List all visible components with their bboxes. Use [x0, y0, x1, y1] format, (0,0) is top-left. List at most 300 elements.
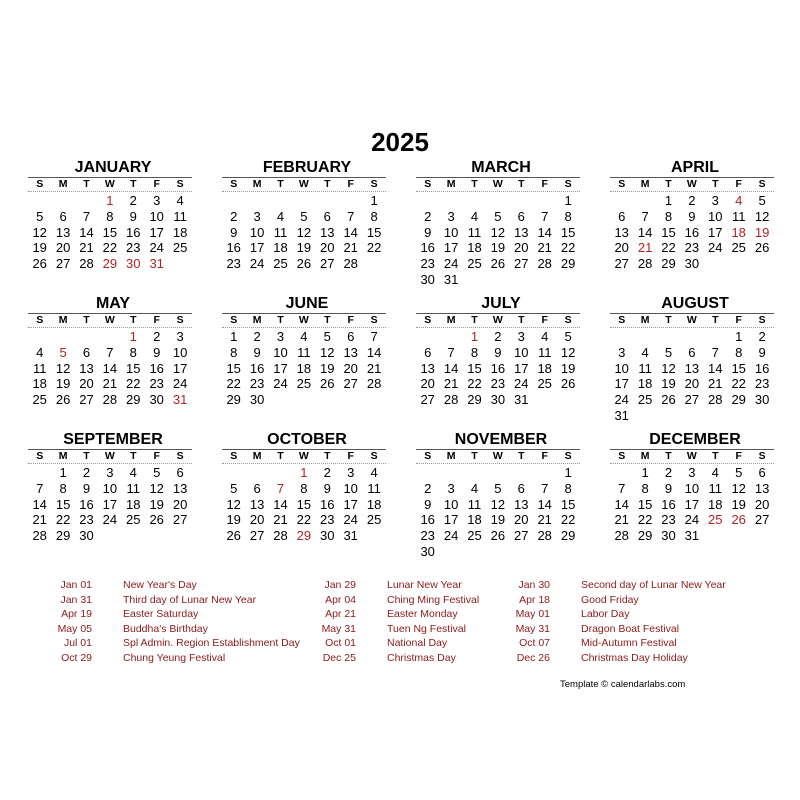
weekday-label: W	[686, 314, 697, 326]
calendar-day: 22	[55, 512, 71, 528]
calendar-day: 23	[320, 512, 335, 528]
calendar-day: 7	[711, 344, 719, 360]
calendar-day: 19	[661, 376, 676, 392]
calendar-day: 25	[467, 528, 482, 544]
calendar-day: 18	[296, 360, 312, 376]
calendar-day: 6	[758, 465, 766, 480]
calendar-day: 14	[32, 496, 47, 512]
month-name: AUGUST	[661, 295, 729, 312]
calendar-day: 5	[664, 344, 673, 360]
calendar-day: 2	[230, 208, 238, 224]
calendar-day: 28	[102, 392, 118, 408]
calendar-day: 17	[614, 376, 629, 392]
calendar-day: 10	[514, 344, 529, 360]
calendar-day: 24	[614, 392, 629, 408]
weekday-label: S	[176, 314, 184, 326]
calendar-day: 4	[470, 480, 479, 496]
calendar-day: 4	[370, 465, 378, 480]
calendar-day: 24	[514, 376, 529, 392]
calendar-day: 30	[420, 544, 435, 559]
calendar-day: 30	[320, 528, 335, 544]
calendar-day: 16	[420, 512, 435, 528]
calendar-day: 3	[711, 193, 719, 208]
calendar-day: 4	[129, 465, 137, 480]
calendar-day: 4	[541, 329, 549, 344]
calendar-day: 5	[323, 329, 331, 344]
calendar-day: 9	[688, 208, 696, 224]
month-january	[28, 159, 192, 289]
calendar-day: 8	[641, 480, 649, 496]
calendar-day: 27	[249, 528, 265, 544]
calendar-day: 23	[149, 376, 164, 392]
calendar-day: 10	[149, 208, 164, 224]
holiday-date: Oct 29	[61, 652, 92, 664]
calendar-day: 14	[708, 360, 723, 376]
calendar-day: 25	[126, 512, 141, 528]
calendar-day: 29	[226, 392, 241, 408]
calendar-day: 21	[537, 512, 552, 528]
calendar-day: 26	[490, 528, 506, 544]
calendar-day: 12	[32, 224, 47, 240]
month-october	[222, 431, 386, 561]
calendar-day: 8	[230, 344, 238, 360]
calendar-day: 13	[249, 496, 265, 512]
calendar-day: 17	[102, 496, 118, 512]
weekday-label: T	[712, 178, 719, 190]
calendar-day: 11	[126, 480, 141, 496]
calendar-day: 14	[366, 344, 382, 360]
calendar-day: 22	[731, 376, 746, 392]
holiday-day: 18	[731, 224, 746, 240]
calendar-day: 11	[32, 360, 47, 376]
weekday-label: W	[298, 450, 309, 462]
calendar-day: 12	[55, 360, 71, 376]
calendar-day: 27	[514, 528, 529, 544]
calendar-day: 19	[55, 376, 71, 392]
calendar-day: 20	[172, 496, 188, 512]
calendar-day: 31	[343, 528, 358, 544]
calendar-day: 22	[637, 512, 653, 528]
calendar-day: 15	[226, 360, 241, 376]
weekday-label: F	[347, 450, 354, 462]
calendar-day: 25	[637, 392, 653, 408]
calendar-day: 24	[273, 376, 288, 392]
calendar-day: 16	[754, 360, 770, 376]
calendar-day: 9	[424, 496, 432, 512]
weekday-label: F	[153, 178, 160, 190]
calendar-day: 6	[347, 329, 355, 344]
calendar-day: 9	[230, 224, 238, 240]
weekday-label: S	[36, 178, 44, 190]
weekday-label: M	[58, 314, 68, 326]
weekday-label: W	[492, 450, 503, 462]
holiday-name: Labor Day	[581, 608, 630, 621]
weekday-label: M	[58, 178, 68, 190]
calendar-day: 12	[560, 344, 576, 360]
calendar-day: 10	[273, 344, 288, 360]
calendar-day: 5	[758, 193, 766, 208]
calendar-day: 20	[514, 512, 529, 528]
month-september	[28, 431, 192, 561]
calendar-day: 26	[55, 392, 71, 408]
calendar-day: 13	[55, 224, 71, 240]
calendar-day: 4	[276, 208, 285, 224]
weekday-label: S	[230, 314, 238, 326]
calendar-day: 28	[637, 256, 653, 272]
weekday-label: F	[541, 450, 548, 462]
calendar-day: 29	[467, 392, 482, 408]
calendar-day: 16	[149, 360, 164, 376]
calendar-day: 13	[320, 224, 335, 240]
calendar-day: 31	[684, 528, 700, 544]
calendar-day: 8	[664, 208, 673, 224]
weekday-label: F	[735, 314, 742, 326]
month-name: APRIL	[671, 159, 719, 176]
calendar-day: 11	[638, 360, 652, 376]
calendar-day: 1	[564, 465, 572, 480]
calendar-day: 16	[249, 360, 265, 376]
calendar-day: 26	[754, 240, 770, 256]
calendar-day: 2	[424, 480, 432, 496]
holiday-name: Third day of Lunar New Year	[123, 593, 257, 606]
calendar-day: 29	[560, 528, 576, 544]
weekday-header	[416, 177, 580, 192]
calendar-day: 7	[541, 208, 549, 224]
weekday-header	[222, 177, 386, 192]
calendar-day: 29	[731, 392, 746, 408]
calendar-day: 23	[490, 376, 506, 392]
calendar-day: 21	[343, 240, 358, 256]
calendar-day: 7	[447, 344, 455, 360]
weekday-label: M	[252, 314, 262, 326]
weekday-label: S	[564, 450, 572, 462]
calendar-day: 23	[226, 256, 241, 272]
calendar-day: 28	[366, 376, 382, 392]
calendar-day: 18	[708, 496, 723, 512]
holiday-day: 1	[129, 329, 137, 344]
calendar-day: 27	[754, 512, 770, 528]
weekday-label: T	[518, 450, 525, 462]
calendar-day: 30	[684, 256, 700, 272]
calendar-day: 20	[320, 240, 335, 256]
weekday-label: M	[58, 450, 68, 462]
calendar-day: 22	[560, 512, 576, 528]
calendar-day: 17	[149, 224, 164, 240]
calendar-day: 15	[467, 360, 482, 376]
month-august	[610, 295, 774, 425]
calendar-day: 28	[273, 528, 288, 544]
calendar-day: 23	[684, 240, 700, 256]
calendar-day: 23	[754, 376, 770, 392]
calendar-day: 18	[467, 240, 482, 256]
calendar-day: 20	[79, 376, 94, 392]
calendar-day: 18	[366, 496, 382, 512]
calendar-day: 22	[366, 240, 382, 256]
calendar-day: 30	[420, 272, 435, 287]
weekday-label: S	[758, 450, 766, 462]
weekday-label: F	[735, 450, 742, 462]
calendar-day: 28	[443, 392, 459, 408]
holiday-day: 4	[735, 193, 743, 208]
calendar-day: 21	[443, 376, 459, 392]
calendar-day: 5	[300, 208, 308, 224]
calendar-day: 31	[443, 272, 459, 287]
weekday-label: T	[665, 178, 672, 190]
calendar-day: 22	[102, 240, 118, 256]
calendar-day: 3	[176, 329, 184, 344]
calendar-day: 24	[249, 256, 265, 272]
calendar-day: 14	[637, 224, 653, 240]
calendar-day: 3	[276, 329, 285, 344]
calendar-day: 11	[273, 224, 288, 240]
calendar-day: 6	[323, 208, 331, 224]
weekday-label: S	[424, 314, 432, 326]
calendar-day: 11	[173, 208, 187, 224]
month-december	[610, 431, 774, 561]
calendar-day: 17	[443, 512, 459, 528]
holiday-date: Dec 25	[322, 652, 356, 664]
weekday-label: S	[176, 450, 184, 462]
calendar-day: 29	[55, 528, 71, 544]
calendar-day: 22	[226, 376, 241, 392]
weekday-label: W	[298, 178, 309, 190]
calendar-day: 13	[420, 360, 435, 376]
calendar-day: 9	[494, 344, 502, 360]
month-name: JANUARY	[74, 159, 152, 176]
calendar-day: 19	[731, 496, 746, 512]
weekday-label: S	[424, 450, 432, 462]
calendar-day: 24	[443, 528, 459, 544]
calendar-day: 19	[560, 360, 576, 376]
calendar-day: 17	[684, 496, 700, 512]
holiday-date: Jan 29	[324, 579, 356, 591]
calendar-day: 26	[320, 376, 335, 392]
calendar-day: 14	[614, 496, 629, 512]
calendar-day: 7	[618, 480, 626, 496]
calendar-day: 23	[420, 256, 435, 272]
calendar-day: 14	[343, 224, 358, 240]
calendar-day: 4	[470, 208, 479, 224]
calendar-day: 5	[494, 208, 502, 224]
month-june	[222, 295, 386, 425]
calendar-day: 19	[32, 240, 47, 256]
weekday-label: F	[735, 178, 742, 190]
weekday-label: T	[518, 314, 525, 326]
weekday-header	[28, 449, 192, 464]
weekday-label: T	[130, 450, 137, 462]
calendar-day: 21	[537, 240, 552, 256]
calendar-day: 8	[564, 208, 572, 224]
calendar-day: 20	[754, 496, 770, 512]
holiday-name: Ching Ming Festival	[387, 593, 480, 606]
calendar-day: 10	[102, 480, 118, 496]
calendar-day: 9	[323, 480, 331, 496]
calendar-day: 15	[637, 496, 653, 512]
calendar-day: 5	[153, 465, 161, 480]
weekday-label: S	[36, 450, 44, 462]
calendar-day: 13	[684, 360, 700, 376]
month-july	[416, 295, 580, 425]
calendar-day: 1	[564, 193, 572, 208]
calendar-day: 29	[560, 256, 576, 272]
calendar-day: 28	[537, 528, 552, 544]
weekday-header	[416, 313, 580, 328]
calendar-day: 11	[297, 344, 311, 360]
holiday-name: Christmas Day Holiday	[581, 652, 688, 664]
calendar-day: 15	[296, 496, 312, 512]
calendar-day: 17	[172, 360, 188, 376]
holiday-date: May 05	[57, 622, 92, 635]
calendar-day: 11	[367, 480, 381, 496]
calendar-day: 13	[514, 224, 529, 240]
calendar-day: 30	[149, 392, 164, 408]
weekday-label: M	[446, 450, 456, 462]
holiday-day: 1	[300, 465, 308, 480]
calendar-day: 25	[172, 240, 188, 256]
calendar-day: 2	[688, 193, 696, 208]
calendar-day: 7	[641, 208, 649, 224]
holiday-day: 5	[59, 344, 67, 360]
calendar-day: 27	[420, 392, 435, 408]
calendar-day: 12	[226, 496, 241, 512]
holiday-date: Apr 19	[61, 608, 92, 621]
calendar-day: 14	[443, 360, 459, 376]
calendar-day: 6	[59, 208, 67, 224]
calendar-day: 19	[490, 240, 506, 256]
weekday-label: T	[324, 178, 331, 190]
calendar-day: 18	[32, 376, 47, 392]
calendar-day: 10	[443, 224, 459, 240]
calendar-day: 24	[149, 240, 164, 256]
calendar-day: 16	[320, 496, 335, 512]
calendar-day: 16	[79, 496, 94, 512]
calendar-day: 16	[126, 224, 141, 240]
weekday-label: W	[104, 178, 115, 190]
calendar-day: 24	[443, 256, 459, 272]
holiday-name: Buddha's Birthday	[123, 622, 208, 635]
calendar-day: 30	[490, 392, 506, 408]
calendar-day: 22	[661, 240, 676, 256]
calendar-day: 8	[129, 344, 137, 360]
calendar-day: 20	[55, 240, 71, 256]
holiday-date: Oct 07	[519, 637, 550, 650]
calendar-day: 29	[661, 256, 676, 272]
calendar-day: 9	[153, 344, 161, 360]
calendar-day: 17	[249, 240, 265, 256]
month-name: JULY	[481, 295, 521, 312]
weekday-header	[416, 449, 580, 464]
calendar-day: 7	[106, 344, 114, 360]
holiday-date: Oct 01	[325, 637, 356, 650]
calendar-day: 6	[688, 344, 696, 360]
calendar-day: 2	[253, 329, 261, 344]
calendar-day: 6	[82, 344, 91, 360]
calendar-day: 23	[249, 376, 265, 392]
weekday-header	[28, 313, 192, 328]
holiday-date: May 01	[515, 608, 550, 621]
month-march	[416, 159, 580, 289]
calendar-day: 16	[684, 224, 700, 240]
holiday-list	[0, 578, 800, 668]
calendar-day: 11	[467, 496, 482, 512]
weekday-label: T	[324, 450, 331, 462]
calendar-day: 13	[514, 496, 529, 512]
holiday-day: 1	[106, 193, 114, 208]
calendar-day: 20	[343, 360, 358, 376]
calendar-day: 3	[517, 329, 525, 344]
calendar-day: 3	[447, 480, 455, 496]
holiday-date: Jul 01	[63, 637, 92, 650]
calendar-day: 28	[614, 528, 629, 544]
calendar-day: 27	[343, 376, 358, 392]
calendar-day: 10	[172, 344, 188, 360]
calendar-day: 16	[420, 240, 435, 256]
calendar-day: 28	[343, 256, 358, 272]
calendar-day: 5	[564, 329, 572, 344]
holiday-day: 1	[470, 329, 479, 344]
month-name: SEPTEMBER	[63, 431, 163, 448]
holiday-date: Apr 18	[519, 593, 550, 606]
calendar-day: 25	[731, 240, 746, 256]
calendar-day: 30	[79, 528, 94, 544]
weekday-label: M	[252, 450, 262, 462]
calendar-day: 13	[172, 480, 188, 496]
calendar-day: 24	[684, 512, 700, 528]
calendar-day: 23	[79, 512, 94, 528]
calendar-day: 22	[467, 376, 482, 392]
calendar-day: 9	[424, 224, 432, 240]
calendar-day: 27	[55, 256, 71, 272]
weekday-header	[610, 449, 774, 464]
calendar-day: 3	[106, 465, 114, 480]
weekday-label: T	[83, 314, 90, 326]
weekday-label: S	[370, 178, 378, 190]
holiday-name: Good Friday	[581, 593, 639, 606]
calendar-day: 19	[149, 496, 164, 512]
weekday-label: W	[104, 314, 115, 326]
calendar-day: 25	[32, 392, 47, 408]
calendar-day: 9	[129, 208, 137, 224]
calendar-day: 9	[253, 344, 261, 360]
calendar-day: 29	[637, 528, 653, 544]
calendar-day: 15	[366, 224, 382, 240]
calendar-day: 24	[708, 240, 723, 256]
calendar-day: 16	[661, 496, 676, 512]
weekday-label: M	[252, 178, 262, 190]
calendar-day: 30	[754, 392, 770, 408]
weekday-label: T	[277, 178, 284, 190]
holiday-day: 19	[754, 224, 770, 240]
weekday-label: T	[130, 314, 137, 326]
calendar-day: 10	[684, 480, 700, 496]
calendar-day: 4	[300, 329, 308, 344]
holiday-name: Second day of Lunar New Year	[581, 579, 726, 591]
calendar-day: 21	[32, 512, 47, 528]
calendar-day: 14	[273, 496, 288, 512]
weekday-label: S	[424, 178, 432, 190]
calendar-day: 15	[126, 360, 141, 376]
calendar-day: 11	[731, 208, 746, 224]
weekday-label: M	[446, 314, 456, 326]
calendar-day: 24	[172, 376, 188, 392]
holiday-day: 31	[172, 392, 188, 408]
calendar-day: 18	[273, 240, 288, 256]
calendar-day: 14	[79, 224, 94, 240]
weekday-label: W	[686, 178, 697, 190]
calendar-day: 28	[79, 256, 94, 272]
holiday-date: Apr 21	[325, 608, 356, 621]
holiday-name: Chung Yeung Festival	[123, 652, 226, 664]
